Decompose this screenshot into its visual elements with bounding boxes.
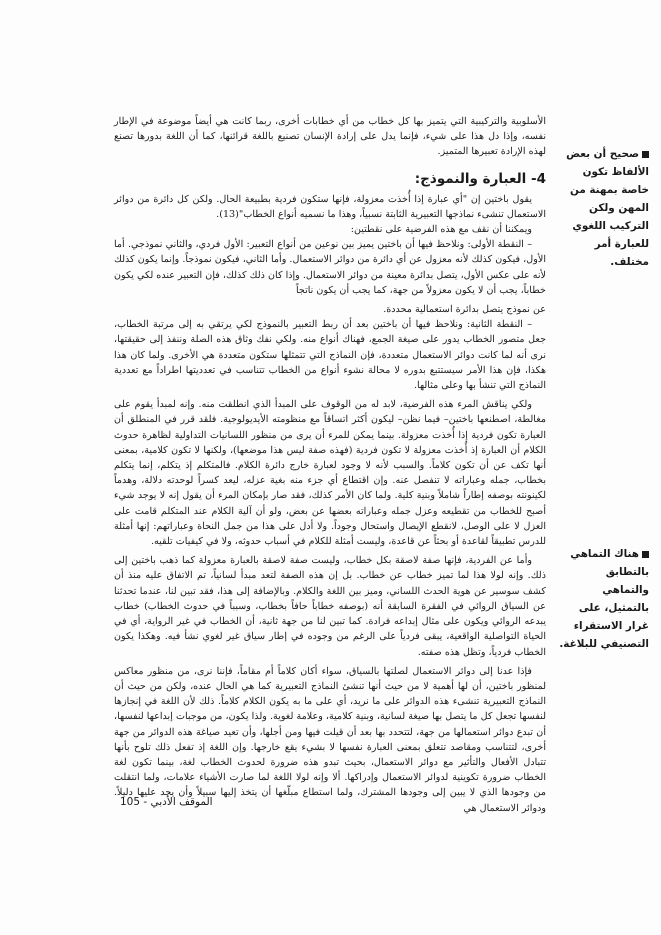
- margin-note-2: [557, 545, 649, 653]
- section-heading: 4- العبارة والنموذج:: [414, 170, 546, 187]
- margin-note-1-text: صحيح أن بعض الألفاظ تكون خاصة بمهنة من المهن ولكن التركيب اللغوي للعبارة أمر مختلف.: [566, 148, 649, 268]
- paragraph-point-two: – النقطة الثانية: ونلاحظ فيها أن باختين بعد أن ربط التعبير بالنموذج لكي يرتقي به إلى مرتبة الخطاب، جعل متصور الخطاب يدور على صيغة الجمع، فهناك أنواع منه. ولكي نفك وثاق هذه الصلة وننفذ إلى حقيقتها، نرى أنه لما كانت دوائر الاستعمال متعددة، فإن النماذج التي تتمثلها ستكون متعددة هي الأخرى. ولما كان هذا هكذا، فإن هذا الأمر سيستتبع بدوره لا محالة نشوء أنواع من الخطاب تتناسب في تعدديتها اطراداً مع تعددية النماذج التي تنشأ بها وعلى مثالها.: [114, 319, 546, 392]
- intro-paragraph: الأسلوبية والتركيبية التي يتميز بها كل خطاب من أي خطابات أخرى، ربما كانت هي أيضاً موضوعة في الإطار نفسه، وإذا دل هذا على شيء، فإنما يدل على إرادة الإنسان تصنيع باللغة قرائنها، كما أن اللغة بدورها تصنع لهذه الإرادة تعبيرها المتميز.: [114, 116, 546, 158]
- paragraph-individuality: وأما عن الفردية، فإنها صفة لاصقة بكل خطاب، وليست صفة لاصقة بالعبارة معزولة كما ذهب باختين إلى ذلك. وإنه لولا هذا لما تميز خطاب عن خطاب. بل إن هذه الصفة لتعد مبدأ لسانياً، تم الاتفاق عليه منذ أن كشف سوسير عن هوية الحدث اللساني، وميز بين اللغة والكلام. وبالإضافة إلى هذا، فقد تبين لنا، عندما تحدثنا عن السياق الروائي في الفقرة السابقة أنه (بوصفه خطاباً حافاً بخطاب، وسبباً في حدوث الخطاب) خطاب يبدعه الروائي ويكون على مثال إبداعه فرادة. كما تبين لنا من جهة ثانية، أن الخطاب في غير الرواية، أي في الحياة التواصلية الواقعية، يبقى فردياً على الرغم من وجوده في إطار سياق غير لغوي نشأ فيه. وهكذا يكون الخطاب فردياً، وتظل هذه صفته.: [114, 555, 546, 658]
- square-bullet-icon: [642, 551, 649, 558]
- paragraph-usage-circles: فإذا عدنا إلى دوائر الاستعمال لصلتها بالسياق، سواء أكان كلاماً أم مقاماً، فإننا نرى، من منظور معاكس لمنظور باختين، أن لها أهمية لا من حيث أنها تنشئ النماذج التعبيرية كما هي الحال عنده، ولكن من حيث أن النماذج التعبيرية تنشىء هذه الدوائر على ما نريد، أي على ما به يكون الكلام كلاماً. ذلك لأن اللغة في إنجازها لنفسها تجعل كل ما يتصل بها صيغة لسانية، وبنية كلامية، وعلامة لغوية. ولذا يكون، من موجبات إبداعها لنفسها، أن تبدع دوائر استعمالها من جهة، لتتحدد بها بعد أن قيلت فيها ومن أجلها، وأن تعيد صياغة هذه الدوائر من جهة أخرى، لتتناسب ومقاصد تتعلق بمعنى العبارة نفسها لا بشيء يقع خارجها. وإن اللغة إذ تفعل ذلك تلوح بأنها تتبادل الأفعال والتأثير مع دوائر الاستعمال، بحيث تبدو هذه ضرورة لحدوث الخطاب لغة، بينما تكون لغة الخطاب ضرورة تكوينية لدوائر الاستعمال وإدراكها. ألا وإنه لولا اللغة لما صارت الأشياء علامات، ولما انتقلت من وجودها الذي لا يبين إلى وجودها المشترك، ولما استطاع مبلّغها أن يتخذ إليها سبيلاً وأن يجد عليها دليلاً. ودوائر الاستعمال هي: [114, 665, 546, 814]
- main-text-column: [114, 114, 546, 816]
- square-bullet-icon: [642, 151, 649, 158]
- margin-note-2-text: هناك التماهي بالتطابق والتماهي بالتمثيل، على غرار الاستقراء التصنيفي للبلاغة.: [559, 548, 649, 650]
- margin-note-1: [557, 145, 649, 271]
- paragraph-discussion: ولكي يناقش المرء هذه الفرضية، لابد له من الوقوف على المبدأ الذي انطلقت منه. وإنه لمبدأ يقوم على مغالطة، اصطنعها باختين– فيما نظن– ليكون أكثر اتساقاً مع منظومته الأيديولوجية. فلقد قرر في المنطلق أن العبارة تكون فردية إذا أُخذت معزولة. بينما يمكن للمرء أن يرى من منظور اللسانيات التداولية لظاهرة حدوث الكلام أن العبارة إذ أُخذت معزولة لا تكون فردية (فهذه صفة ليس هذا موضعها)، ولكنها لا تكون كلامية، بمعنى أنها تكف عن أن تكون كلاماً. والسبب لأنه لا وجود لعبارة خارج دائرة الكلام. فالمتكلم إذ يتكلم، إنما يتكلم بخطاب، جمله وعباراته لا تنفصل عنه. وإن اقتطاع أي جزء منه بغية عزله، ليعد كسراً لوحدته دلالة، وهدماً لكينونته بوصفه إطاراً شاملاً وبنية كلية. ولما كان الأمر كذلك، فقد صار بإمكان المرء أن يقول إنه لا يوجد شيء أصبح للخطاب من تقطيعه وعزل جمله وعباراته بعضها عن بعض، ولو أن آلية الكلام عند المتكلم قامت على العزل لا على الوصل، لانقطع الإيصال واستحال وجوداً. ولا أدل على هذا من جمل النحاة وعباراتهم: إنها أمثلة للدرس تطبيقاً لقاعدة أو بحثاً عن قاعدة، وليست أمثلة للكلام في أسباب حدوثه، ولا في كيفيات تلقيه.: [114, 399, 546, 548]
- paragraph-points-intro: ويمكننا أن نقف مع هذه الفرضية على نقطتين:: [350, 224, 532, 236]
- page-footer: الموقف الأدبي - 105: [120, 796, 213, 808]
- paragraph-point-one-cont: عن نموذج يتصل بدائرة استعمالية محددة.: [383, 304, 546, 316]
- paragraph-point-one: – النقطة الأولى: ونلاحظ فيها أن باختين يميز بين نوعين من أنواع التعبير: الأول فردي، والثاني نموذجي. أما الأول، فيكون كذلك لأنه معزول عن أي دائرة من دوائر الاستعمال. وأما الثاني، فيكون نموذجاً. وإنما يكون كذلك لأنه على عكس الأول، يتصل بدائرة معينة من دوائر الاستعمال. وإذا كان ذلك كذلك، فإن التعبير عنده لكي يكون خطاباً، يجب أن لا يكون معزولاً من جهة، كما يجب أن يكون ناتجاً: [114, 239, 546, 296]
- paragraph-quote: يقول باختين إن "أي عبارة إذا أُخذت معزولة، فإنها ستكون فردية بطبيعة الحال. ولكن كل دائرة من دوائر الاستعمال تنشىء نماذجها التعبيرية الثابتة نسبياً، وهذا ما نسميه أنواع الخطاب"(13).: [114, 193, 546, 220]
